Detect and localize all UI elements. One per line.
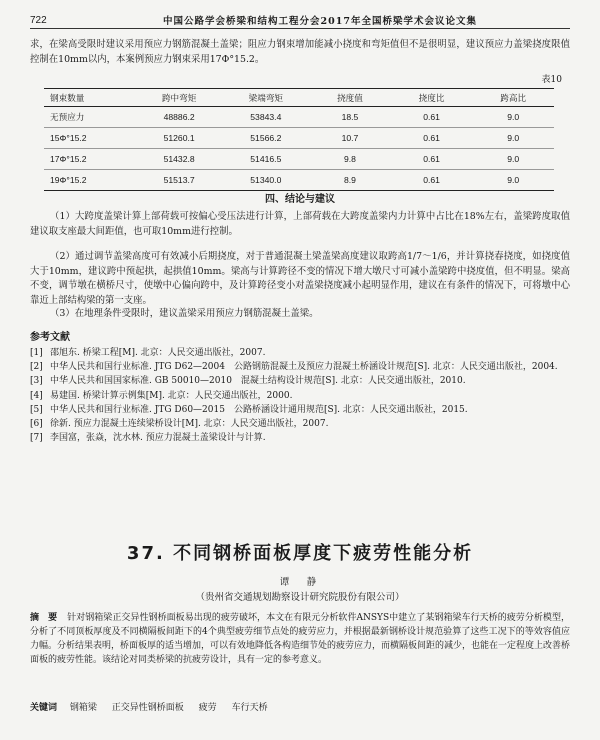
table-cell: 51416.5 <box>222 149 309 170</box>
table-cell: 15Φ°15.2 <box>44 128 136 149</box>
table-cell: 9.0 <box>472 107 554 128</box>
table-cell: 51340.0 <box>222 170 309 191</box>
reference-item <box>30 389 570 403</box>
table-cell: 51260.1 <box>136 128 223 149</box>
table-cell: 0.61 <box>391 107 473 128</box>
col-header: 挠度值 <box>309 89 391 107</box>
table-row <box>44 170 554 191</box>
table-row <box>44 128 554 149</box>
conclusion-paragraph-2: （2）通过调节盖梁高度可有效减小后期挠度，对于普通混凝土梁盖梁高度建议取跨高1/7～1/6，并计算挠春挠度，如挠度值大于10mm，建议跨中预起拱，起拱值10mm。梁高与计算跨径不变的情况下增大墩尺寸可减小盖梁跨中挠度值，但不明显。梁高不变，调节墩在横桥尺寸，使墩中心偏向跨中，及计算跨径变小对盖梁挠度减小起明显作用，建议在有条件的情况下，可将墩中心靠近上部结构梁的第一支座。 <box>30 251 570 306</box>
article-author: 谭 静 <box>279 577 321 588</box>
keywords <box>30 700 570 713</box>
table-cell: 53843.4 <box>222 107 309 128</box>
table-cell: 无预应力 <box>44 107 136 128</box>
keyword: 疲劳 <box>198 703 217 713</box>
table-cell: 0.61 <box>391 149 473 170</box>
keyword: 钢箱梁 <box>69 703 97 713</box>
reference-item <box>30 346 570 360</box>
abstract <box>30 611 570 667</box>
keywords-label: 关键词 <box>30 703 58 713</box>
col-header: 钢束数量 <box>44 89 136 107</box>
table-cell: 10.7 <box>309 128 391 149</box>
reference-number: [3] <box>30 376 43 387</box>
table-cell: 17Φ°15.2 <box>44 149 136 170</box>
abstract-label: 摘 要 <box>30 613 58 623</box>
table-number: 表10 <box>541 75 562 85</box>
table-cell: 9.0 <box>472 149 554 170</box>
keyword: 正交异性钢桥面板 <box>111 703 184 713</box>
reference-number: [5] <box>30 404 43 415</box>
table-cell: 9.8 <box>309 149 391 170</box>
table-cell: 9.0 <box>472 128 554 149</box>
running-header <box>30 12 570 29</box>
table-cell: 51513.7 <box>136 170 223 191</box>
reference-item <box>30 374 570 388</box>
intro-paragraph: 求，在梁高受限时建议采用预应力钢筋混凝土盖梁；阻应力钢束增加能减小挠度和弯矩值但不是很明显，建议预应力盖梁挠度限值控制在10mm以内，本案例预应力钢束采用17Φ°15.2。 <box>30 39 570 65</box>
table-cell: 0.61 <box>391 170 473 191</box>
references-heading: 参考文献 <box>30 332 70 343</box>
table-cell: 18.5 <box>309 107 391 128</box>
reference-text: 李国富，张焱，沈水林. 预应力混凝土盖梁设计与计算. <box>50 433 266 444</box>
table-cell: 19Φ°15.2 <box>44 170 136 191</box>
reference-item <box>30 403 570 417</box>
reference-number: [7] <box>30 433 43 444</box>
col-header: 跨中弯矩 <box>136 89 223 107</box>
conclusion-paragraph-3: （3）在地理条件受限时，建议盖梁采用预应力钢筋混凝土盖梁。 <box>50 308 319 319</box>
article-affiliation: （贵州省交通规划勘察设计研究院股份有限公司） <box>195 592 405 603</box>
abstract-text: 针对钢箱梁正交异性钢桥面板易出现的疲劳破坏，本文在有限元分析软件ANSYS中建立了某钢箱梁车行天桥的疲劳分析模型，分析了不同顶板厚度及不同横隔板间距下的4个典型疲劳细节点处的疲劳应力，并根据最新钢桥设计规范验算了这些工况下的等效容值应力幅。分析结果表明，桥面板厚的适当增加，可以有效地降低各构造细节处的疲劳应力，而横隔板间距的减少，也能在一定程度上改善桥面板的疲劳性能。该结论对同类桥梁的抗疲劳设计，具有一定的参考意义。 <box>30 613 571 665</box>
page-number: 722 <box>30 14 47 26</box>
col-header: 跨高比 <box>472 89 554 107</box>
reference-item <box>30 360 570 374</box>
table-cell: 51432.8 <box>136 149 223 170</box>
table-row <box>44 149 554 170</box>
reference-number: [1] <box>30 348 43 358</box>
reference-number: [6] <box>30 419 43 430</box>
table-cell: 48886.2 <box>136 107 223 128</box>
conclusion-paragraph-1: （1）大跨度盖梁计算上部荷载可按偏心受压法进行计算，上部荷载在大跨度盖梁内力计算中占比在18%左右，盖梁跨度取值建议取支座最大间距值，也可取10mm进行控制。 <box>30 211 570 237</box>
reference-list <box>30 346 570 445</box>
table-cell: 8.9 <box>309 170 391 191</box>
table-cell: 0.61 <box>391 128 473 149</box>
reference-text: 中华人民共和国行业标准. JTG D62—2004 公路钢筋混凝土及预应力混凝土桥涵设计规范[S]. 北京：人民交通出版社，2004. <box>50 362 558 373</box>
col-header: 挠度比 <box>391 89 473 107</box>
section-heading: 四、结论与建议 <box>265 194 335 205</box>
table-cell: 51566.2 <box>222 128 309 149</box>
col-header: 梁端弯矩 <box>222 89 309 107</box>
reference-item <box>30 431 570 445</box>
results-table <box>44 88 554 191</box>
reference-number: [2] <box>30 362 43 373</box>
reference-text: 中华人民共和国国家标准. GB 50010—2010 混凝土结构设计规范[S]. 北京：人民交通出版社，2010. <box>50 376 466 387</box>
keyword: 车行天桥 <box>231 703 268 713</box>
reference-number: [4] <box>30 390 43 401</box>
table-header-row <box>44 89 554 107</box>
reference-item <box>30 417 570 431</box>
reference-text: 易建国. 桥梁计算示例集[M]. 北京：人民交通出版社，2000. <box>50 390 293 401</box>
reference-text: 中华人民共和国行业标准. JTG D60—2015 公路桥涵设计通用规范[S]. 北京：人民交通出版社，2015. <box>50 404 468 415</box>
reference-text: 徐新. 预应力混凝土连续梁桥设计[M]. 北京：人民交通出版社，2007. <box>50 419 329 430</box>
table-cell: 9.0 <box>472 170 554 191</box>
table-row <box>44 107 554 128</box>
article-title: 37. 不同钢桥面板厚度下疲劳性能分析 <box>126 543 474 564</box>
running-title: 中国公路学会桥梁和结构工程分会2017年全国桥梁学术会议论文集 <box>163 16 477 27</box>
reference-text: 邵旭东. 桥梁工程[M]. 北京：人民交通出版社，2007. <box>50 348 266 358</box>
